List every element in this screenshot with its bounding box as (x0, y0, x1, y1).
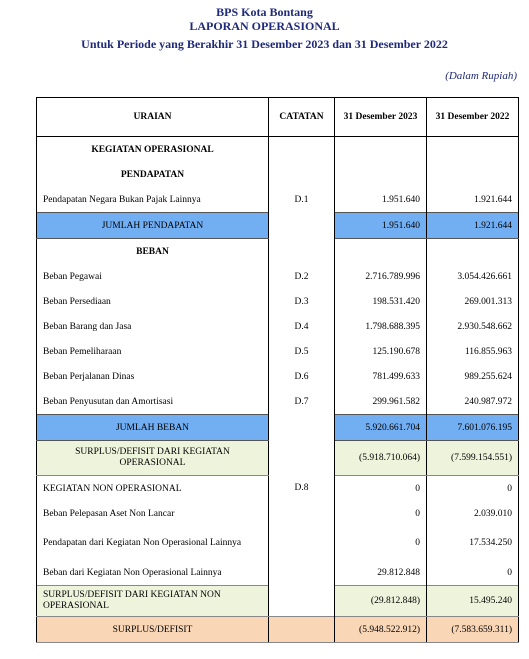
row-value-2023: (5.918.710.064) (335, 441, 427, 476)
row-value-2023: 1.951.640 (335, 187, 427, 213)
row-value-2023: 0 (335, 501, 427, 526)
row-value-2023: 5.920.661.704 (335, 415, 427, 441)
row-value-2023: 0 (335, 476, 427, 502)
report-title: LAPORAN OPERASIONAL (189, 19, 340, 33)
table-row (37, 526, 519, 560)
row-catatan (269, 213, 335, 239)
row-value-2022: 2.039.010 (427, 501, 519, 526)
row-label: BEBAN (37, 239, 269, 265)
row-catatan: D.1 (269, 187, 335, 213)
row-value-2023: 0 (335, 526, 427, 560)
row-value-2022 (427, 162, 519, 187)
row-catatan (269, 441, 335, 476)
row-catatan (269, 415, 335, 441)
row-label: Beban Persediaan (37, 289, 269, 314)
row-value-2022: 0 (427, 560, 519, 586)
row-label: PENDAPATAN (37, 162, 269, 187)
row-catatan (269, 617, 335, 643)
row-value-2022: 989.255.624 (427, 364, 519, 389)
table-row (37, 289, 519, 314)
table-row (37, 476, 519, 502)
row-value-2023 (335, 162, 427, 187)
row-catatan (269, 239, 335, 265)
row-value-2023: 1.951.640 (335, 213, 427, 239)
row-value-2023: (5.948.522.912) (335, 617, 427, 643)
row-label: Beban Pemeliharaan (37, 339, 269, 364)
row-catatan: D.6 (269, 364, 335, 389)
row-value-2022: 17.534.250 (427, 526, 519, 560)
header-2023: 31 Desember 2023 (335, 98, 427, 137)
subtotal-row (37, 586, 519, 617)
table-row (37, 137, 519, 163)
row-label: JUMLAH BEBAN (37, 415, 269, 441)
row-value-2023 (335, 137, 427, 163)
row-value-2022: 116.855.963 (427, 339, 519, 364)
row-catatan: D.4 (269, 314, 335, 339)
row-label: Pendapatan Negara Bukan Pajak Lainnya (37, 187, 269, 213)
row-value-2023: 2.716.789.996 (335, 264, 427, 289)
table-row (37, 264, 519, 289)
currency-unit-note: (Dalam Rupiah) (445, 70, 517, 82)
row-value-2023 (335, 239, 427, 265)
row-catatan: D.5 (269, 339, 335, 364)
row-catatan (269, 526, 335, 560)
row-value-2022: 269.001.313 (427, 289, 519, 314)
row-value-2023: 29.812.848 (335, 560, 427, 586)
entity-name: BPS Kota Bontang (216, 5, 313, 19)
total-row (37, 415, 519, 441)
table-row (37, 314, 519, 339)
table-row (37, 187, 519, 213)
row-catatan (269, 137, 335, 163)
row-catatan: D.2 (269, 264, 335, 289)
row-value-2023: 299.961.582 (335, 389, 427, 415)
report-period: Untuk Periode yang Berakhir 31 Desember 2023 dan 31 Desember 2022 (81, 37, 448, 51)
row-catatan: D.3 (269, 289, 335, 314)
row-catatan: D.8 (269, 476, 335, 502)
row-catatan (269, 501, 335, 526)
row-value-2022: 0 (427, 476, 519, 502)
table-row (37, 339, 519, 364)
header-catatan: CATATAN (269, 98, 335, 137)
row-value-2022: 2.930.548.662 (427, 314, 519, 339)
table-row (37, 364, 519, 389)
row-label: SURPLUS/DEFISIT DARI KEGIATAN OPERASIONAL (37, 441, 269, 476)
row-label: SURPLUS/DEFISIT DARI KEGIATAN NON OPERASIONAL (37, 586, 269, 617)
row-label: Beban Barang dan Jasa (37, 314, 269, 339)
row-label: KEGIATAN NON OPERASIONAL (37, 476, 269, 502)
row-value-2023: 198.531.420 (335, 289, 427, 314)
grand-total-row (37, 617, 519, 643)
row-value-2023: 125.190.678 (335, 339, 427, 364)
table-row (37, 501, 519, 526)
row-catatan (269, 162, 335, 187)
row-label: Beban Pelepasan Aset Non Lancar (37, 501, 269, 526)
row-value-2022: 1.921.644 (427, 187, 519, 213)
table-header-row (37, 98, 519, 137)
table-row (37, 560, 519, 586)
row-label: Pendapatan dari Kegiatan Non Operasional Lainnya (37, 526, 269, 560)
subtotal-row (37, 441, 519, 476)
row-value-2022: (7.583.659.311) (427, 617, 519, 643)
row-value-2022: 1.921.644 (427, 213, 519, 239)
row-value-2022: (7.599.154.551) (427, 441, 519, 476)
row-label: Beban Pegawai (37, 264, 269, 289)
row-value-2022: 15.495.240 (427, 586, 519, 617)
row-value-2023: 1.798.688.395 (335, 314, 427, 339)
total-row (37, 213, 519, 239)
row-value-2022: 240.987.972 (427, 389, 519, 415)
operational-report-table (36, 97, 519, 643)
row-value-2022 (427, 239, 519, 265)
row-label: Beban Perjalanan Dinas (37, 364, 269, 389)
row-label: Beban dari Kegiatan Non Operasional Lainnya (37, 560, 269, 586)
row-value-2023: 781.499.633 (335, 364, 427, 389)
table-row (37, 162, 519, 187)
header-uraian: URAIAN (37, 98, 269, 137)
row-value-2022: 3.054.426.661 (427, 264, 519, 289)
table-row (37, 389, 519, 415)
row-catatan (269, 586, 335, 617)
row-value-2023: (29.812.848) (335, 586, 427, 617)
row-value-2022: 7.601.076.195 (427, 415, 519, 441)
row-label: Beban Penyusutan dan Amortisasi (37, 389, 269, 415)
row-value-2022 (427, 137, 519, 163)
row-label: KEGIATAN OPERASIONAL (37, 137, 269, 163)
row-label: SURPLUS/DEFISIT (37, 617, 269, 643)
row-label: JUMLAH PENDAPATAN (37, 213, 269, 239)
header-2022: 31 Desember 2022 (427, 98, 519, 137)
row-catatan: D.7 (269, 389, 335, 415)
row-catatan (269, 560, 335, 586)
table-row (37, 239, 519, 265)
